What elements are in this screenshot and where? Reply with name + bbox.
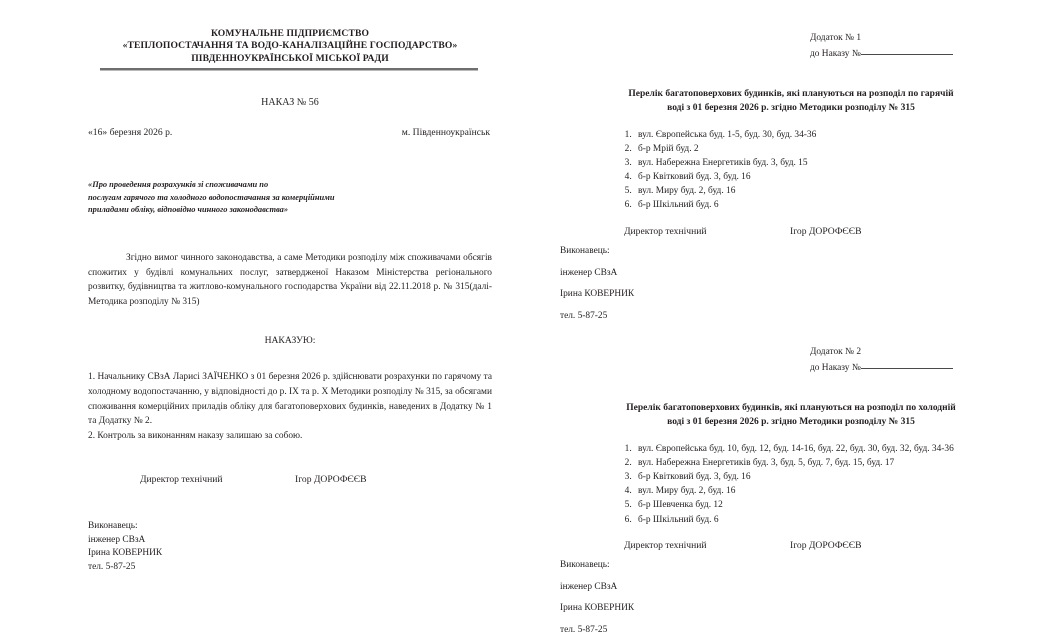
header-divider [100,68,478,71]
annex-1-number: Додаток № 1 [810,33,862,43]
order-subject-line-3: приладами обліку, відповідно чинного законодавства» [88,205,289,215]
organization-line-3: ПІВДЕННОУКРАЇНСЬКОЇ МІСЬКОЇ РАДИ [191,52,389,64]
list-item: 6. б-р Шкільний буд. 6 [634,199,1022,213]
annex-2 [560,344,1022,641]
list-item: 2. б-р Мрій буд. 2 [634,143,1022,157]
performer-position: інженер СВзА [560,581,618,592]
performer-label: Виконавець: [560,246,610,257]
annex-separator [560,327,1022,344]
list-item: 6. б-р Шкільний буд. 6 [634,514,1022,528]
order-clause-2: 2. Контроль за виконанням наказу залишаю за собою. [88,430,303,441]
performer-phone: тел. 5-87-25 [560,310,608,321]
performer-name: Ірина КОВЕРНИК [560,289,635,300]
performer-name: Ірина КОВЕРНИК [88,548,163,559]
annex-2-order-ref-blank [861,368,953,369]
list-item: 4. б-р Квітковий буд. 3, буд. 16 [634,171,1022,185]
order-date: «16» березня 2026 р. [88,127,173,139]
annex-1-building-list [560,129,1022,213]
order-subject-line-2: послугам гарячого та холодного водопостачання за комерційними [88,192,335,202]
annex-1-order-ref [810,46,1022,62]
annex-2-order-ref [810,360,1022,376]
annex-2-performer [560,555,1022,641]
performer-phone: тел. 5-87-25 [560,624,608,635]
annex-column [560,30,1022,641]
signatory-name: Ігор ДОРОФЄЄВ [295,474,367,486]
performer-position: інженер СВзА [560,267,618,278]
list-item: 3. б-р Квітковий буд. 3, буд. 16 [634,471,1022,485]
performer-name: Ірина КОВЕРНИК [560,603,635,614]
organization-line-1: КОМУНАЛЬНЕ ПІДПРИЄМСТВО [210,28,370,39]
annex-2-reference [560,344,1022,377]
list-item: 1. вул. Європейська буд. 1-5, буд. 30, буд. 34-36 [634,129,1022,143]
performer-label: Виконавець: [560,560,610,571]
annex-2-number: Додаток № 2 [810,347,862,358]
order-clauses [88,370,492,443]
list-item: 5. б-р Шевченка буд. 12 [634,499,1022,513]
organization-header [88,28,492,65]
signatory-name: Ігор ДОРОФЄЄВ [790,226,862,238]
performer-phone: тел. 5-87-25 [88,561,136,572]
order-signature [88,474,492,485]
order-subject [88,179,492,217]
annex-2-signature [560,540,1022,551]
order-column [88,28,492,574]
signatory-name: Ігор ДОРОФЄЄВ [790,540,862,552]
annex-1 [560,30,1022,327]
list-item: 2. вул. Набережна Енергетиків буд. 3, буд. 5, буд. 7, буд. 15, буд. 17 [634,457,1022,471]
list-item: 5. вул. Миру буд. 2, буд. 16 [634,185,1022,199]
annex-2-title-line-2: воді з 01 березня 2026 р. згідно Методики розподілу № 315 [667,417,915,428]
signatory-position: Директор технічний [140,474,223,486]
annex-1-signature [560,226,1022,237]
annex-1-reference [560,30,1022,63]
annex-2-title-line-1: Перелік багатоповерхових будинків, які плануються на розподіл по холодній [626,402,956,413]
order-preamble: Згідно вимог чинного законодавства, а саме Методики розподілу між споживачами обсягів спожитих у будівлі комунальних послуг, затвердженої Наказом Міністерства регіонального розвитку, будівництва та житлово-комунального господарства України від 22.11.2018 р. № 315(далі- Методика розподілу № 315) [88,253,492,307]
annex-2-order-ref-label: до Наказу № [810,363,861,374]
date-place-row [88,127,492,138]
signatory-position: Директор технічний [624,540,707,552]
annex-1-title-line-1: Перелік багатоповерхових будинків, які плануються на розподіл по гарячій [628,88,954,99]
annex-1-title [560,87,1022,116]
order-subject-line-1: «Про проведення розрахунків зі споживачами по [88,180,269,190]
list-item: 4. вул. Миру буд. 2, буд. 16 [634,485,1022,499]
organization-line-2: «ТЕПЛОПОСТАЧАННЯ ТА ВОДО-КАНАЛІЗАЦІЙНЕ ГОСПОДАРСТВО» [122,40,458,52]
signatory-position: Директор технічний [624,226,707,238]
annex-1-title-line-2: воді з 01 березня 2026 р. згідно Методики розподілу № 315 [667,103,915,114]
annex-2-title [560,401,1022,430]
annex-1-order-ref-label: до Наказу № [810,49,861,60]
order-place: м. Південноукраїнськ [401,127,490,139]
order-number: НАКАЗ № 56 [261,97,319,109]
list-item: 3. вул. Набережна Енергетиків буд. 3, буд. 15 [634,157,1022,171]
performer-label: Виконавець: [88,521,138,532]
performer-position: інженер СВзА [88,534,146,545]
decree-keyword: НАКАЗУЮ: [264,335,316,347]
list-item: 1. вул. Європейська буд. 10, буд. 12, буд. 14-16, буд. 22, буд. 30, буд. 32, буд. 34-36 [634,443,1022,457]
order-performer [88,520,492,574]
annex-2-building-list [560,443,1022,527]
annex-1-performer [560,241,1022,327]
order-clause-1: 1. Начальнику СВзА Ларисі ЗАЇЧЕНКО з 01 березня 2026 р. здійснювати розрахунки по гарячому та холодному водопостачанню, у відповідності до р. IX та р. X Методики розподілу № 315, за обсягами споживання комерційних приладів обліку для багатоповерхових будинків, наведених в Додатку № 1 та Додатку № 2. [88,372,492,427]
annex-1-order-ref-blank [861,54,953,55]
